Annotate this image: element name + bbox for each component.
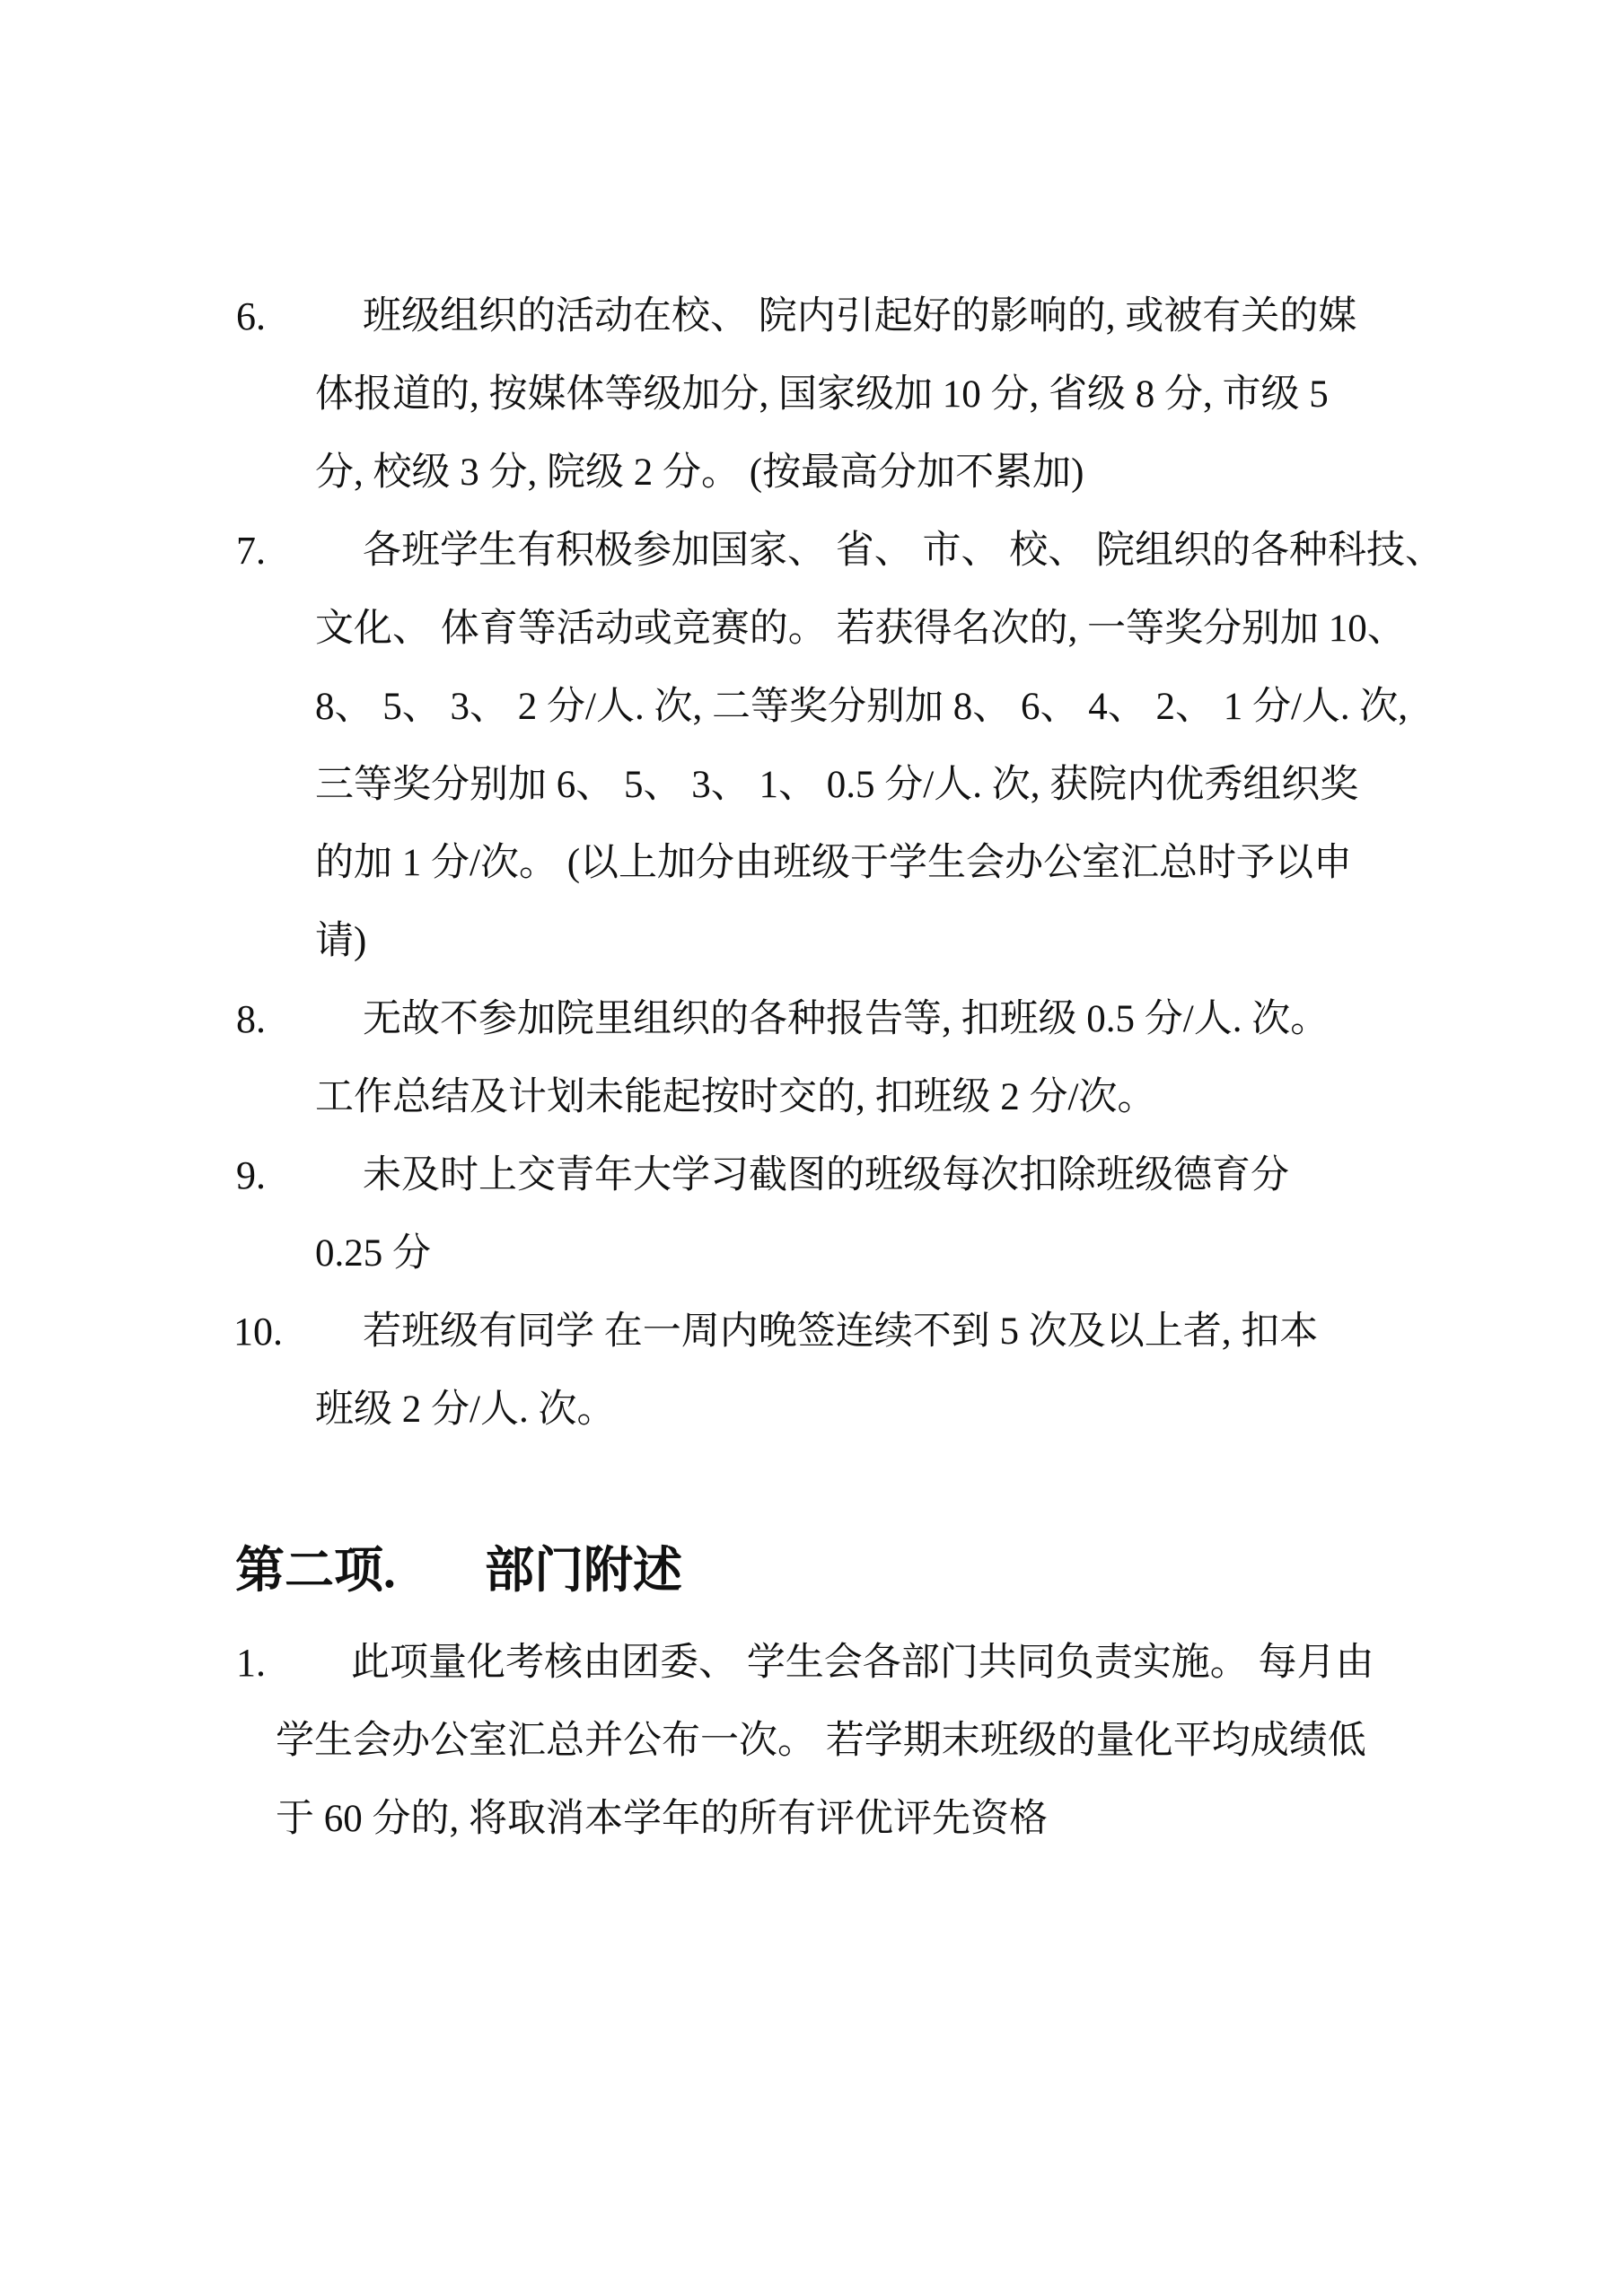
note1-number: 1. <box>236 1641 266 1685</box>
note1-line2: 学生会办公室汇总并公布一次。 若学期末班级的量化平均成绩低 <box>276 1720 1366 1762</box>
section-heading-label: 第二项. <box>235 1543 396 1598</box>
item6-line2: 体报道的, 按媒体等级加分, 国家级加 10 分, 省级 8 分, 市级 5 <box>315 373 1329 416</box>
section-heading-title: 部门附述 <box>485 1543 683 1598</box>
item9-line1: 未及时上交青年大学习截图的班级每次扣除班级德育分 <box>363 1154 1289 1196</box>
item6-line1: 班级组织的活动在校、 院内引起好的影响的, 或被有关的媒 <box>363 295 1357 337</box>
item10-line1: 若班级有同学 在一周内晚签连续不到 5 次及以上者, 扣本 <box>363 1310 1319 1353</box>
item7-line1: 各班学生有积极参加国家、 省、 市、 校、 院组织的各种科技、 <box>363 530 1444 572</box>
item10-line2: 班级 2 分/人. 次。 <box>315 1389 616 1431</box>
item6-number: 6. <box>236 294 266 338</box>
item7-line6: 请) <box>315 920 367 962</box>
item9-line2: 0.25 分 <box>315 1232 431 1275</box>
item7-line4: 三等奖分别加 6、 5、 3、 1、 0.5 分/人. 次, 获院内优秀组织奖 <box>315 764 1359 806</box>
item10-number: 10. <box>233 1310 283 1354</box>
note1-line3: 于 60 分的, 将取消本学年的所有评优评先资格 <box>276 1798 1048 1840</box>
item8-line1: 无故不参加院里组织的各种报告等, 扣班级 0.5 分/人. 次。 <box>363 998 1330 1040</box>
note1-line1: 此项量化考核由团委、 学生会各部门共同负责实施。 每月由 <box>351 1642 1374 1684</box>
item8-number: 8. <box>236 997 266 1041</box>
item7-number: 7. <box>236 529 266 573</box>
item6-line3: 分, 校级 3 分, 院级 2 分。 (按最高分加不累加) <box>315 451 1084 494</box>
item7-line2: 文化、 体育等活动或竞赛的。 若获得名次的, 一等奖分别加 10、 <box>315 608 1406 650</box>
item7-line3: 8、 5、 3、 2 分/人. 次, 二等奖分别加 8、 6、 4、 2、 1 分/人. 次, <box>315 686 1409 728</box>
item7-line5: 的加 1 分/次。 (以上加分由班级于学生会办公室汇总时予以申 <box>315 842 1353 884</box>
item9-number: 9. <box>236 1153 266 1197</box>
item8-line2: 工作总结及计划未能起按时交的, 扣班级 2 分/次。 <box>315 1076 1156 1118</box>
